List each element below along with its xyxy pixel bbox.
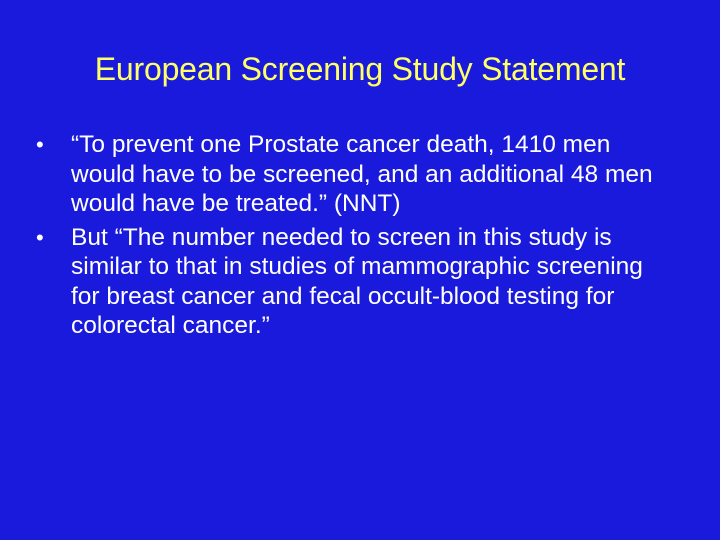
slide-title: European Screening Study Statement	[94, 51, 626, 87]
bullet-item-nnt-statement	[36, 130, 676, 219]
bullet-list	[36, 130, 676, 345]
bullet-text: But “The number needed to screen in this study is similar to that in studies of mammographic screening for breast cancer and fecal occult-blood testing for colorectal cancer.”	[71, 223, 643, 339]
bullet-icon: •	[36, 224, 44, 250]
bullet-item-comparison-statement	[36, 223, 676, 341]
bullet-icon: •	[36, 132, 44, 157]
bullet-text: “To prevent one Prostate cancer death, 1410 men would have to be screened, and an additional 48 men would have be treated.” (NNT)	[71, 131, 653, 217]
